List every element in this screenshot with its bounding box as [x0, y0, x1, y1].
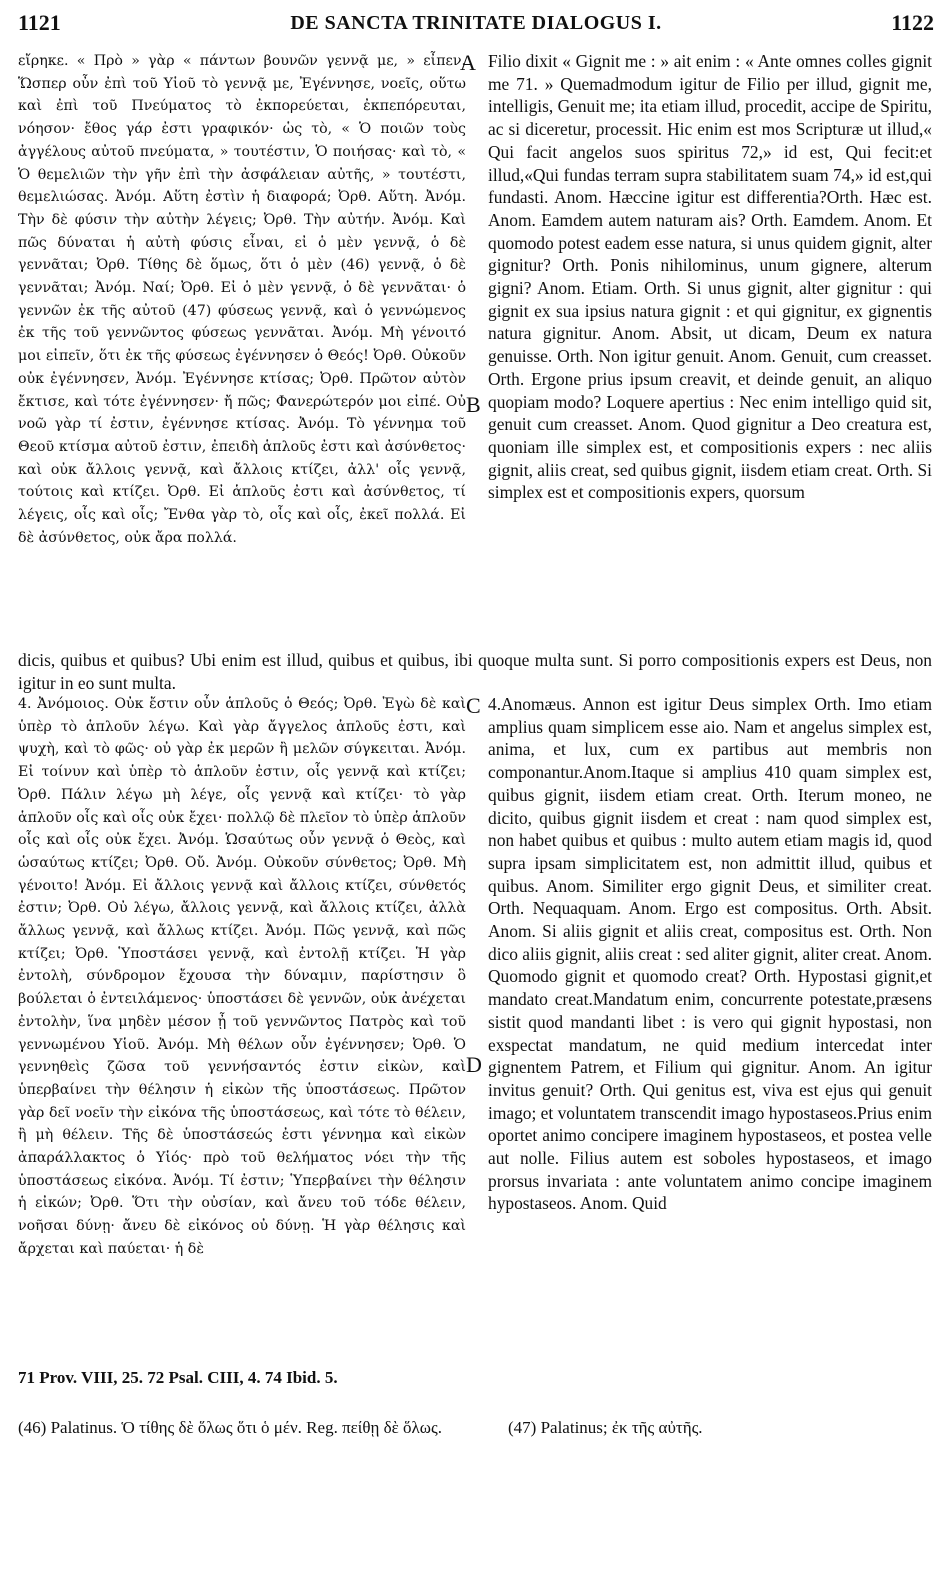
running-title: DE SANCTA TRINITATE DIALOGUS I. — [290, 12, 662, 34]
greek-column-top — [18, 50, 466, 549]
variant-note-47: (47) Palatinus; ἐκ τῆς αὐτῆς. — [508, 1418, 703, 1437]
margin-marker-a: A — [460, 50, 476, 75]
scripture-footnotes: 71 Prov. VIII, 25. 72 Psal. CIII, 4. 74 Ibid. 5. — [18, 1368, 338, 1387]
page-number-left: 1121 — [18, 10, 61, 35]
variant-note-46: (46) Palatinus. Ὁ τίθης δὲ ὅλως ὅτι ὁ μέν. Reg. πείθῃ δὲ ὅλως. — [18, 1418, 442, 1437]
greek-column-bottom — [18, 693, 466, 1261]
latin-text-bottom: 4.Anomæus. Annon est igitur Deus simplex Orth. Imo etiam amplius quam simplicem esse aio. Nam et angelus simplex est, anima, et lux, cum ex partibus aut membris non componantur.Anom.Itaque si amplius 410 quam simplex est, quibus gignit, iisdem etiam creat. Orth. Iterum moneo, ne dicito, quibus gignit iisdem et creat : nam quod simplex est, non habet quibus et quibus : multo autem etiam magis id, quod supra ipsam simplicitatem est, non admittit illud, quibus et quibus. Anom. Similiter ergo gignit Deus, et similiter creat. Orth. Nequaquam. Anom. Ergo est compositus. Orth. Absit. Anom. Si aliis gignit et aliis creat, compositus est. Orth. Non dico aliis gignit, aliis creat : sed aliter gignit, aliter creat. Anom. Quomodo gignit et quomodo creat? Orth. Hypostasi gignit,et mandato creat.Mandatum enim, concurrente potestate,præsens sistit quod mandanti libet : is vero qui gignit hypostasi, non exspectat mandatum, ne quid medium intercedat inter gignentem Patrem, et Filium qui gignitur. Anom. An igitur invitus genuit? Orth. Qui genitus est, viva est ejus qui genuit imago; et voluntatem transcendit imago hypostaseos.Prius enim oportet animo concipere imaginem hypostaseos, et postea velle aut nolle. Filius autem est soboles hypostaseos, et imago prorsus invariata : ante voluntatem animo concipe imaginem hypostaseos. Anom. Quid — [488, 694, 932, 1214]
greek-text-top: εἴρηκε. « Πρὸ » γὰρ « πάντων βουνῶν γεννᾷ με, » εἶπεν. Ὥσπερ οὖν ἐπὶ τοῦ Υἱοῦ τὸ γεννᾷ με, Ἐγέννησε, νοεῖς, οὕτω καὶ ἐπὶ τοῦ Πνεύματος τὸ ἐκπορεύεται, ἐκπεπόρευται, νόησον· ἔθος γάρ ἐστι γραφικόν· ὡς τὸ, « Ὁ ποιῶν τοὺς ἀγγέλους αὐτοῦ πνεύματα, » τουτέστιν, Ὁ ποιήσας· καὶ τὸ, « Ὁ θεμελιῶν τὴν γῆν ἐπὶ τὴν ἀσφάλειαν αὐτῆς, » τουτέστι, θεμελιώσας. Ἀνόμ. Αὕτη ἐστὶν ἡ διαφορά; Ὀρθ. Αὕτη. Ἀνόμ. Τὴν δὲ φύσιν τὴν αὐτὴν λέγεις; Ὀρθ. Τὴν αὐτήν. Ἀνόμ. Καὶ πῶς δύναται ἡ αὐτὴ φύσις εἶναι, εἰ ὁ μὲν γεννᾷ, ὁ δὲ γεννᾶται; Ὀρθ. Τίθης δὲ ὅμως, ὅτι ὁ μὲν (46) γεννᾷ, ὁ δὲ γεννᾶται; Ἀνόμ. Ναί; Ὀρθ. Εἰ ὁ μὲν γεννᾷ, ὁ δὲ γεννᾶται· ὁ γεννῶν ἐκ τῆς αὐτοῦ (47) φύσεως γεννᾷ, καὶ ὁ γεννώμενος ἐκ τῆς τοῦ γεννῶντος φύσεως γεννᾶται. Ἀνόμ. Μὴ γένοιτό μοι εἰπεῖν, ὅτι ἐκ τῆς φύσεως ἐγέννησεν ὁ Θεός! Ὀρθ. Οὐκοῦν οὐκ ἐγέννησεν, Ἀνόμ. Ἐγέννησε κτίσας; Ὀρθ. Πρῶτον αὐτὸν ἔκτισε, καὶ τότε ἐγέννησεν· ἤ πῶς; Φανερώτερόν μοι εἰπέ. Οὐ νοῶ γὰρ τί ἐστιν, ἐγέννησε κτίσας. Ἀνόμ. Τὸ γέννημα τοῦ Θεοῦ κτίσμα αὐτοῦ ἐστιν, ἐπειδὴ ἁπλοῦς ἐστι καὶ ἀσύνθετος· καὶ οὐκ ἄλλοις γεννᾷ, καὶ ἄλλοις κτίζει, ἀλλ' οἷς γεννᾷ, τούτοις καὶ κτίζει. Ὀρθ. Εἰ ἁπλοῦς ἐστι καὶ ἀσύνθετος, τί λέγεις, οἷς καὶ οἷς; Ἔνθα γὰρ τὸ, οἷς καὶ οἷς, ἐκεῖ πολλά. Εἰ δὲ ἀσύνθετος, οὐκ ἄρα πολλά. — [18, 53, 466, 546]
margin-marker-d: D — [466, 1052, 482, 1077]
page-number-right: 1122 — [891, 10, 934, 35]
latin-column-bottom — [488, 693, 932, 1215]
page-header — [18, 8, 934, 38]
margin-marker-b: B — [466, 392, 481, 417]
greek-text-bottom: 4. Ἀνόμοιος. Οὐκ ἔστιν οὖν ἁπλοῦς ὁ Θεός; Ὀρθ. Ἐγὼ δὲ καὶ ὑπὲρ τὸ ἁπλοῦν λέγω. Καὶ γὰρ ἄγγελος ἁπλοῦς ἐστι, καὶ ψυχὴ, καὶ τὸ φῶς· οὐ γὰρ ἐκ μερῶν ἢ μελῶν σύγκειται. Ἀνόμ. Εἰ τοίνυν καὶ ὑπὲρ τὸ ἁπλοῦν ἐστιν, οἷς γεννᾷ καὶ κτίζει; Ὀρθ. Πάλιν λέγω μὴ λέγε, οἷς γεννᾷ καὶ κτίζει· τὸ γὰρ ἁπλοῦν οἷς καὶ οἷς οὐκ ἔχει· πολλῷ δὲ πλεῖον τὸ ὑπὲρ ἁπλοῦν οἷς καὶ οἷς οὐκ ἔχει. Ἀνόμ. Ὡσαύτως οὖν γεννᾷ ὁ Θεὸς, καὶ ὡσαύτως κτίζει; Ὀρθ. Οὔ. Ἀνόμ. Οὐκοῦν σύνθετος; Ὀρθ. Μὴ γένοιτο! Ἀνόμ. Εἰ ἄλλοις γεννᾷ καὶ ἄλλοις κτίζει, σύνθετός ἐστιν; Ὀρθ. Οὐ λέγω, ἄλλοις γεννᾷ, καὶ ἄλλοις κτίζει, ἀλλὰ ἄλλως γεννᾷ, καὶ ἄλλως κτίζει. Ἀνόμ. Πῶς γεννᾷ, καὶ πῶς κτίζει; Ὀρθ. Ὑποστάσει γεννᾷ, καὶ ἐντολῇ κτίζει. Ἡ γὰρ ἐντολὴ, σύνδρομον ἔχουσα τὴν δύναμιν, παρίστησιν ὃ βούλεται ὁ ἐντειλάμενος· ὑποστάσει δὲ γεννῶν, οὐκ ἀνέχεται ἐντολὴν, ἵνα μηδὲν μέσον ᾖ τοῦ γεννῶντος Πατρὸς καὶ τοῦ γεννωμένου Υἱοῦ. Ἀνόμ. Μὴ θέλων οὖν ἐγέννησεν; Ὀρθ. Ὁ γεννηθεὶς ζῶσα τοῦ γεννήσαντός ἐστιν εἰκὼν, καὶ ὑπερβαίνει τὴν θέλησιν ἡ εἰκὼν τῆς ὑποστάσεως. Πρῶτον γὰρ δεῖ νοεῖν τὴν εἰκόνα τῆς ὑποστάσεως, καὶ τότε τὸ θέλειν, ἢ μὴ θέλειν. Τῆς δὲ ὑποστάσεώς ἐστι γέννημα καὶ εἰκὼν ἀπαράλλακτος ὁ Υἱός· πρὸ τοῦ θελήματος νόει τὴν τῆς ὑποστάσεως εἰκόνα. Ἀνόμ. Τί ἐστιν; Ὑπερβαίνει τὴν θέλησιν ἡ εἰκών; Ὀρθ. Ὅτι τὴν οὐσίαν, καὶ ἄνευ τοῦ τόδε θέλειν, νοῆσαι δύνῃ· ἄνευ δὲ εἰκόνος οὐ δύνῃ. Ἡ γὰρ θέλησις καὶ ἄρχεται καὶ παύεται· ἡ δὲ — [18, 696, 466, 1257]
full-width-latin-line: dicis, quibus et quibus? Ubi enim est illud, quibus et quibus, ibi quoque multa sunt. Si porro compositionis expers est Deus, non igitur in eo sunt multa. — [18, 650, 932, 693]
margin-marker-c: C — [466, 693, 481, 718]
latin-text-top: Filio dixit « Gignit me : » ait enim : « Ante omnes colles gignit me 71. » Quemadmodum igitur de Filio per illud, gignit me, intelligis, Genuit me; ita etiam illud, procedit, accipe de Spiritu, ac si diceretur, processit. Hic enim est mos Scripturæ ut illud,« Qui facit angelos suos spiritus 72,» id est, Qui fecit:et illud,«Qui fundas terram supra stabilitatem suam 74,» id est,qui fundasti. Anom. Hæccine igitur est differentia?Orth. Hæc est. Anom. Eamdem autem naturam ais? Orth. Eamdem. Anom. Et quomodo potest eadem esse natura, si unus quidem gignit, alter gignitur? Orth. Ponis nihilominus, unum gignere, alterum gigni? Anom. Etiam. Orth. Si unus gignit, alter gignitur : qui gignit ex sua ipsius natura gignit : et qui gignitur, ex gignentis natura gignitur. Anom. Absit, ut dicam, Deum ex natura genuisse. Orth. Non igitur genuit. Anom. Genuit, cum creasset. Orth. Ergone prius ipsum creavit, et deinde genuit, an aliquo quopiam modo? Loquere apertius : Nec enim intelligo quid sit, genuit cum creasset. Anom. Quod gignitur a Deo creatura est, quoniam ille simplex est, et compositionis expers : nec aliis gignit, aliis creat, sed quibus gignit, iisdem etiam creat. Orth. Si simplex est et compositionis expers, quorsum — [488, 51, 932, 503]
latin-column-top — [488, 50, 932, 504]
